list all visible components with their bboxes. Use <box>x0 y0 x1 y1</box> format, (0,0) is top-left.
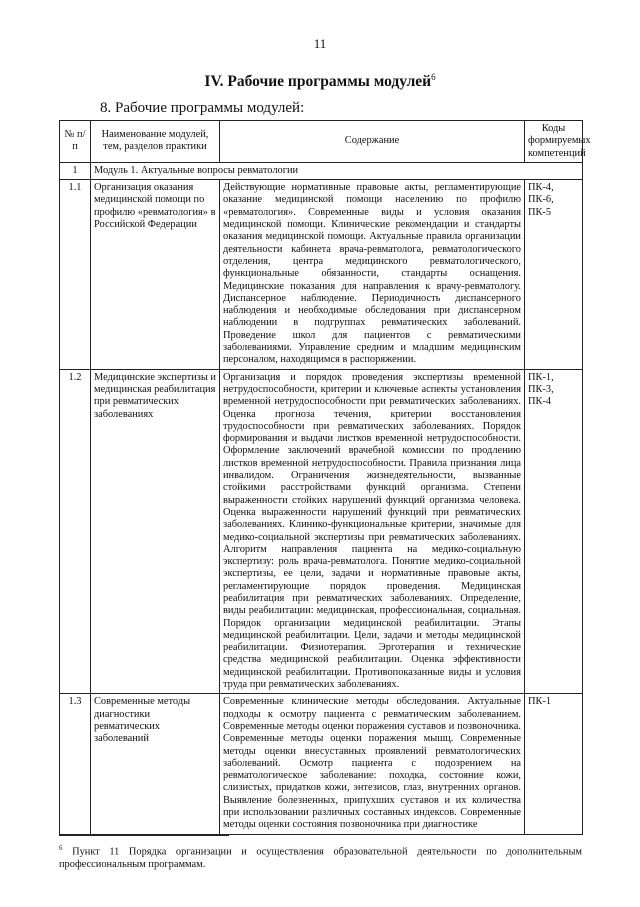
footnote <box>59 842 582 871</box>
row-codes: ПК-1, ПК-3, ПК-4 <box>525 369 583 694</box>
section-title <box>0 72 640 91</box>
table-row <box>60 180 583 369</box>
module-programs-table <box>59 120 591 835</box>
header-num: № п/п <box>60 121 91 163</box>
row-num: 1.2 <box>60 369 91 694</box>
module-num: 1 <box>60 162 91 179</box>
page-number: 11 <box>313 36 327 51</box>
row-codes: ПК-1 <box>525 694 583 834</box>
row-content: Организация и порядок проведения экспертизы временной нетрудоспособности, критерии и ключевые аспекты установления временной нетрудоспособности при ревматических заболеваниях. Оценка прогноза течения, критерии восстановления трудоспособности при ревматических заболеваниях. Порядок формирования и выдачи листков временной нетрудоспособности. Оформление заключений врачебной комиссии по продлению листков временной нетрудоспособности. Правила признания лица инвалидом. Ограничения жизнедеятельности, вызванные стойкими расстройствами функций организма. Степени выраженности стойких нарушений функций организма человека. Оценка выраженности нарушений функций при ревматических заболеваниях. Клинико-функциональные критерии, значимые для медико-социальной экспертизы при ревматических заболеваниях. Алгоритм направления пациента на медико-социальную экспертизу: роль врача-ревматолога. Понятие медико-социальной экспертизы, ее цели, задачи и нормативные правовые акты, регламентирующие порядок проведения. Медицинская реабилитация при ревматических заболеваниях. Определение, виды реабилитации: медицинская, профессиональная, социальная. Порядок организации медицинской реабилитации. Этапы медицинской реабилитации. Цели, задачи и методы медицинской реабилитации. Физиотерапия. Эрготерапия и технические средства медицинской реабилитации. Оценка эффективности медицинской реабилитации. Противопоказанные виды и условия труда при ревматических заболеваниях. <box>220 369 525 694</box>
module-title: Модуль 1. Актуальные вопросы ревматологии <box>91 162 583 179</box>
header-content: Содержание <box>220 121 525 163</box>
header-codes: Коды формируемых компетенций <box>525 121 583 163</box>
header-name: Наименование модулей, тем, разделов практики <box>91 121 220 163</box>
row-name: Организация оказания медицинской помощи по профилю «ревматология» в Российской Федерации <box>91 180 220 369</box>
footnote-divider <box>59 835 229 836</box>
row-content: Современные клинические методы обследования. Актуальные подходы к осмотру пациента с ревматическим заболеванием. Современные методы оценки поражения суставов и позвоночника. Современные методы оценки поражения мышц. Современные методы оценки внесуставных проявлений ревматологических заболеваний. Осмотр пациента с подозрением на ревматологическое заболевание: походка, состояние кожи, слизистых, придатков кожи, энтезисов, глаз, внутренних органов. Выявление болезненных, припухших суставов и их количества при использовании различных составных индексов. Современные методы оценки состояния позвоночника при диагностике <box>220 694 525 834</box>
subsection-title: 8. Рабочие программы модулей: <box>100 100 305 116</box>
footnote-reference: 6 <box>431 72 436 82</box>
footnote-mark: 6 <box>59 844 63 852</box>
row-name: Современные методы диагностики ревматических заболеваний <box>91 694 220 834</box>
row-num: 1.3 <box>60 694 91 834</box>
table-header-row <box>60 121 583 163</box>
section-title-text: IV. Рабочие программы модулей <box>204 73 432 91</box>
footnote-text: Пункт 11 Порядка организации и осуществления образовательной деятельности по дополнительным профессиональным программам. <box>59 846 583 871</box>
module-row <box>60 162 583 179</box>
row-name: Медицинские экспертизы и медицинская реабилитация при ревматических заболеваниях <box>91 369 220 694</box>
table-row <box>60 694 583 834</box>
row-codes: ПК-4, ПК-6, ПК-5 <box>525 180 583 369</box>
table-row <box>60 369 583 694</box>
row-num: 1.1 <box>60 180 91 369</box>
row-content: Действующие нормативные правовые акты, регламентирующие оказание медицинской помощи населению по профилю «ревматология». Современные виды и условия оказания медицинской помощи. Клинические рекомендации и стандарты оказания медицинской помощи. Актуальные правила организации деятельности кабинета врача-ревматолога, ревматологического отделения, центра медицинского ревматологического, функциональные обязанности, стандарты оснащения. Медицинские показания для направления к врачу-ревматологу. Диспансерное наблюдение. Периодичность диспансерного наблюдения и необходимые обследования при диспансерном наблюдении в подгруппах ревматических заболеваний. Проведение школ для пациентов с ревматическими заболеваниями. Управление средним и младшим медицинским персоналом, находящимся в распоряжении. <box>220 180 525 369</box>
